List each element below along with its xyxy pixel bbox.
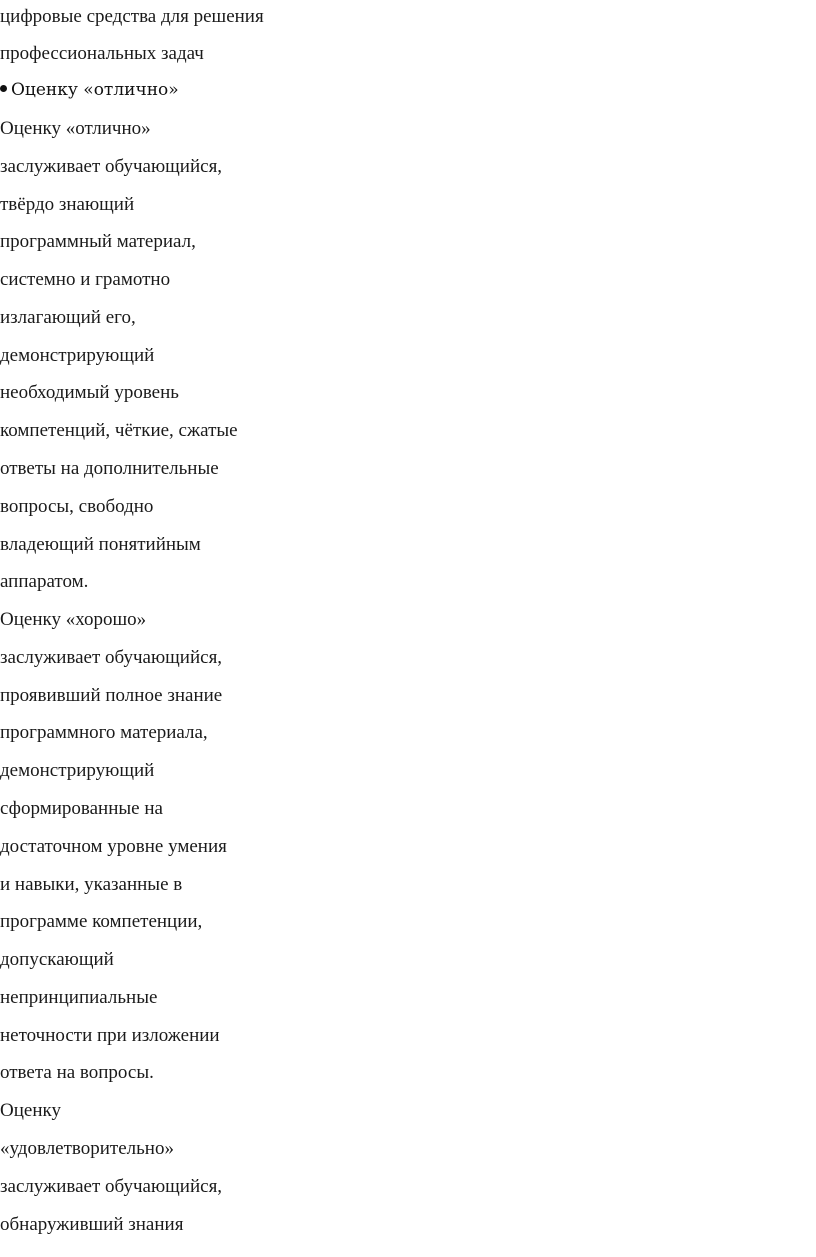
text-line: программный материал, — [0, 231, 196, 252]
text-line: Оценку «отлично» — [0, 118, 151, 139]
text-line: заслуживает обучающийся, — [0, 156, 223, 177]
text-line: сформированные на — [0, 798, 163, 819]
text-line: достаточном уровне умения — [0, 836, 227, 857]
text-line: компетенций, чёткие, сжатые — [0, 420, 238, 441]
text-line: ответы на дополнительные — [0, 458, 219, 479]
bullet-icon — [0, 85, 7, 92]
text-line: заслуживает обучающийся, — [0, 1176, 223, 1197]
text-line: неточности при изложении — [0, 1025, 220, 1046]
text-line: заслуживает обучающийся, — [0, 647, 223, 668]
text-line: «удовлетворительно» — [0, 1138, 174, 1159]
text-line: Оценку «хорошо» — [0, 609, 147, 630]
text-line: программного материала, — [0, 722, 208, 743]
text-line: демонстрирующий — [0, 345, 155, 366]
text-line: программе компетенции, — [0, 911, 203, 932]
text-line: непринципиальные — [0, 987, 158, 1008]
text-line: демонстрирующий — [0, 760, 155, 781]
text-line: владеющий понятийным — [0, 534, 201, 555]
text-line: системно и грамотно — [0, 269, 171, 290]
text-line: вопросы, свободно — [0, 496, 154, 517]
text-line: цифровые средства для решения — [0, 6, 264, 27]
text-line: ответа на вопросы. — [0, 1062, 154, 1083]
text-line: обнаруживший знания — [0, 1214, 184, 1235]
text-line: аппаратом. — [0, 571, 89, 592]
text-line: проявивший полное знание — [0, 685, 223, 706]
text-line: допускающий — [0, 949, 114, 970]
bullet-heading — [0, 75, 179, 105]
text-line: профессиональных задач — [0, 43, 204, 64]
text-line: и навыки, указанные в — [0, 874, 183, 895]
text-line: необходимый уровень — [0, 382, 179, 403]
text-line: излагающий его, — [0, 307, 136, 328]
text-line: Оценку — [0, 1100, 61, 1121]
text-line: твёрдо знающий — [0, 194, 135, 215]
heading-text: Оценку «отлично» — [11, 80, 179, 100]
